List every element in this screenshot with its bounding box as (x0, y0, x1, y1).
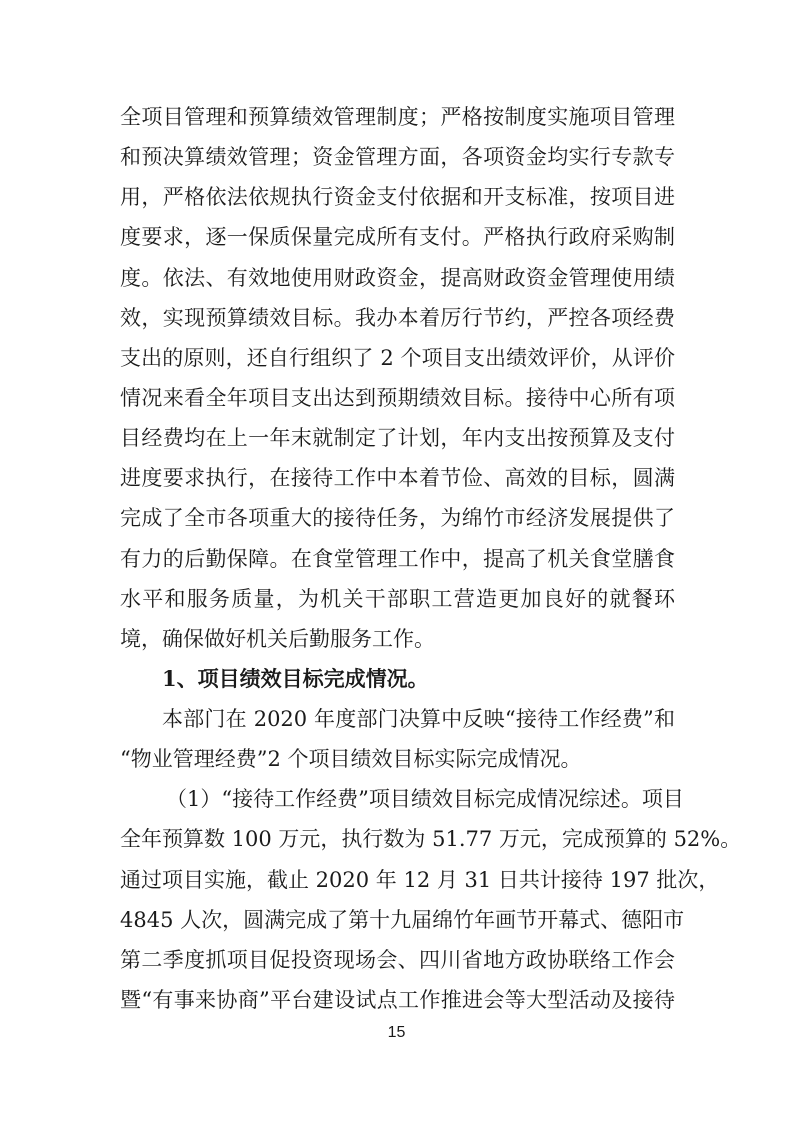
body-line-9: 目经费均在上一年末就制定了计划，年内支出按预算及支付 (120, 426, 675, 450)
body-line-22: 第二季度抓项目促投资现场会、四川省地方政协联络工作会 (120, 948, 675, 972)
body-line-4: 度要求，逐一保质保量完成所有支付。严格执行政府采购制 (120, 225, 675, 249)
body-line-20: 通过项目实施，截止 2020 年 12 月 31 日共计接待 197 批次， (120, 868, 720, 892)
body-line-19: 全年预算数 100 万元，执行数为 51.77 万元，完成预算的 52%。 (120, 827, 742, 851)
subsection-line: （1）“接待工作经费”项目绩效目标完成情况综述。项目 (166, 787, 684, 811)
body-line-12: 有力的后勤保障。在食堂管理工作中，提高了机关食堂膳食 (120, 547, 675, 571)
body-line-5: 度。依法、有效地使用财政资金，提高财政资金管理使用绩 (120, 266, 675, 290)
body-line-14: 境，确保做好机关后勤服务工作。 (120, 627, 435, 651)
body-line-3: 用，严格依法依规执行资金支付依据和开支标准，按项目进 (120, 185, 675, 209)
body-line-21: 4845 人次，圆满完成了第十九届绵竹年画节开幕式、德阳市 (120, 908, 685, 932)
body-line-6: 效，实现预算绩效目标。我办本着厉行节约，严控各项经费 (120, 306, 675, 330)
body-line-8: 情况来看全年项目支出达到预期绩效目标。接待中心所有项 (120, 386, 675, 410)
body-line-1: 全项目管理和预算绩效管理制度；严格按制度实施项目管理 (120, 105, 675, 129)
body-line-2: 和预决算绩效管理；资金管理方面，各项资金均实行专款专 (120, 145, 675, 169)
body-line-16: 本部门在 2020 年度部门决算中反映“接待工作经费”和 (162, 707, 675, 731)
body-line-10: 进度要求执行，在接待工作中本着节俭、高效的目标，圆满 (120, 466, 675, 490)
body-line-17: “物业管理经费”2 个项目绩效目标实际完成情况。 (120, 747, 582, 771)
section-heading: 1、项目绩效目标完成情况。 (162, 666, 429, 691)
body-line-7: 支出的原则，还自行组织了 2 个项目支出绩效评价，从评价 (120, 346, 675, 370)
page-number: 15 (387, 1024, 406, 1041)
body-line-13: 水平和服务质量，为机关干部职工营造更加良好的就餐环 (120, 587, 675, 611)
body-line-23: 暨“有事来协商”平台建设试点工作推进会等大型活动及接待 (120, 988, 675, 1012)
body-line-11: 完成了全市各项重大的接待任务，为绵竹市经济发展提供了 (120, 506, 675, 530)
